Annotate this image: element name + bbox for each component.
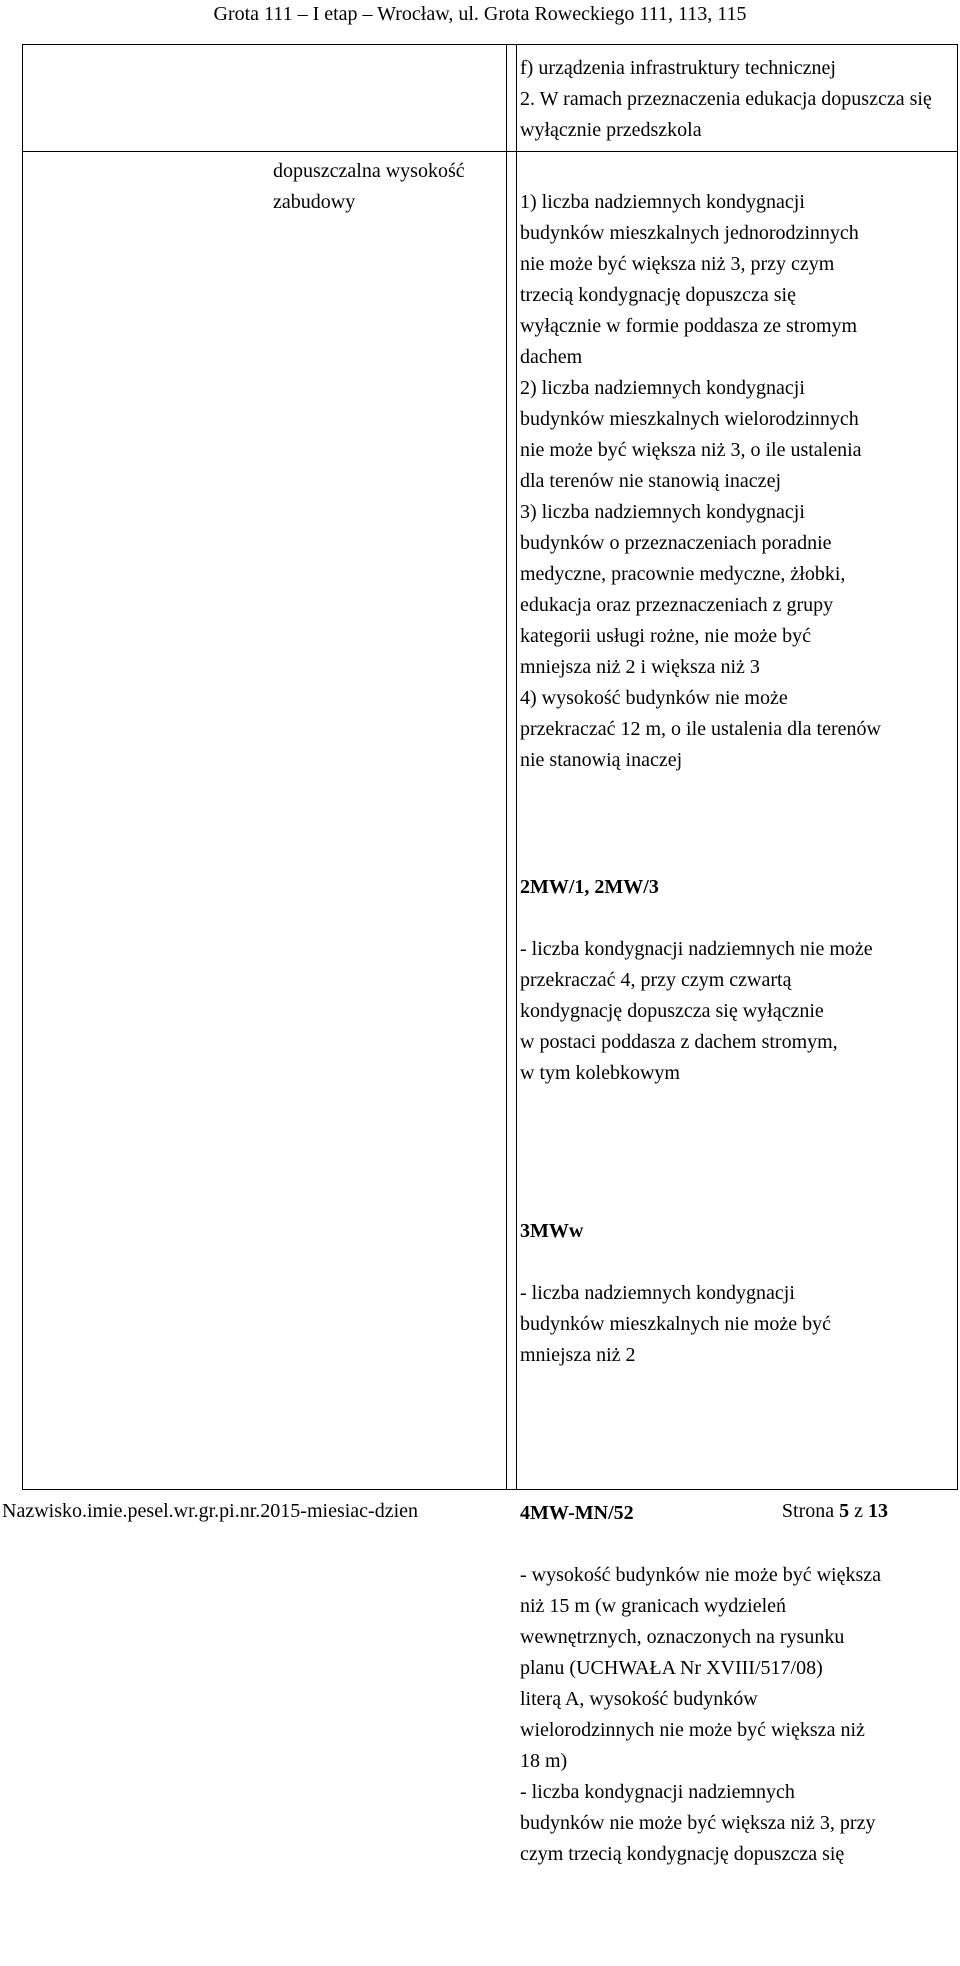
page-footer (0, 1497, 960, 1527)
rule-block-4mw-mn (520, 1467, 960, 1901)
document-identifier: Nazwisko.imie.pesel.wr.gr.pi.nr.2015-miesiac-dzien (2, 1500, 419, 1522)
general-rules: 1) liczba nadziemnych kondygnacji budynków mieszkalnych jednorodzinnych nie może być większa niż 3, przy czym trzecią kondygnację dopuszcza się wyłącznie w formie poddasza ze stromym dachem 2) liczba nadziemnych kondygnacji budynków mieszkalnych wielorodzinnych nie może być większa niż 3, o ile ustalenia dla terenów nie stanowią inaczej 3) liczba nadziemnych kondygnacji budynków o przeznaczeniach poradnie medyczne, pracownie medyczne, żłobki, edukacja oraz przeznaczeniach z grupy kategorii usługi rożne, nie może być mniejsza niż 2 i większa niż 3 4) wysokość budynków nie może przekraczać 12 m, o ile ustalenia dla terenów nie stanowią inaczej (520, 191, 881, 771)
rule-block-3mww (520, 1185, 960, 1402)
page-current: 5 (839, 1500, 850, 1522)
page-separator: z (854, 1500, 863, 1522)
page-total: 13 (868, 1500, 888, 1522)
rule-block-text: - wysokość budynków nie może być większa niż 15 m (w granicach wydzieleń wewnętrznych, oznaczonych na rysunku planu (UCHWAŁA Nr XVIII/517/08) literą A, wysokość budynków wielorodzinnych nie może być większa niż 18 m) - liczba kondygnacji nadziemnych budynków nie może być większa niż 3, przy czym trzecią kondygnację dopuszcza się (520, 1564, 882, 1865)
spacer-cell (507, 45, 517, 151)
rule-block-title: 2MW/1, 2MW/3 (520, 876, 659, 898)
rule-block-text: - liczba kondygnacji nadziemnych nie może przekraczać 4, przy czym czwartą kondygnację dopuszcza się wyłącznie w postaci poddasza z dachem stromym, w tym kolebkowym (520, 938, 873, 1084)
height-rules (520, 156, 960, 1966)
rule-block-text: - liczba nadziemnych kondygnacji budynków mieszkalnych nie może być mniejsza niż 2 (520, 1282, 832, 1366)
page-header (0, 0, 960, 30)
document-title: Grota 111 – I etap – Wrocław, ul. Grota Roweckiego 111, 113, 115 (213, 3, 747, 25)
content-cell (517, 45, 957, 151)
spacer-cell (507, 152, 517, 1490)
label-cell (23, 152, 507, 1490)
page-number (782, 1497, 888, 1525)
rule-block-2mw (520, 841, 960, 1120)
rule-block-title: 4MW-MN/52 (520, 1502, 634, 1524)
label-cell (23, 45, 507, 151)
page-label: Strona (781, 1500, 835, 1522)
height-label: dopuszczalna wysokość zabudowy (273, 160, 465, 213)
rule-block-title: 3MWw (520, 1220, 584, 1242)
table-row (23, 45, 957, 152)
infrastructure-text: f) urządzenia infrastruktury technicznej 2. W ramach przeznaczenia edukacja dopuszcza się wyłącznie przedszkola (520, 57, 932, 141)
